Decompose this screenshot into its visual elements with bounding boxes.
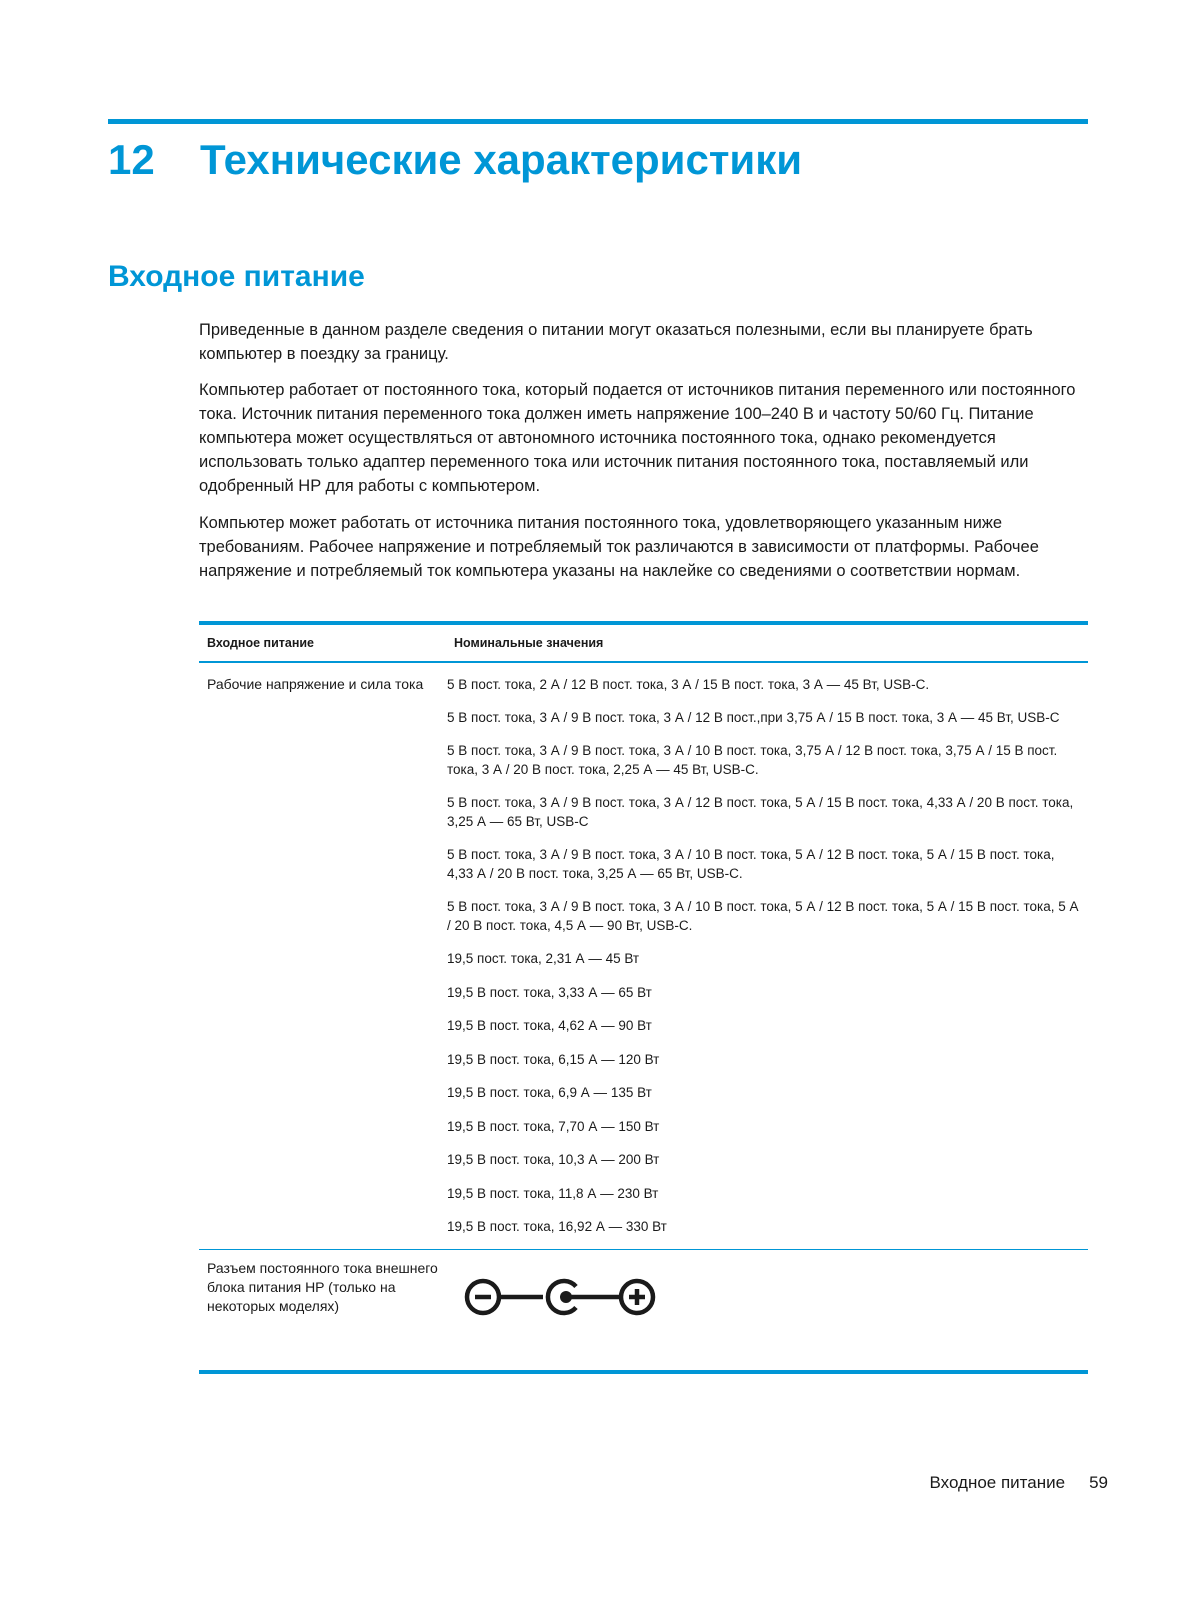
rating-value: 5 В пост. тока, 2 А / 12 В пост. тока, 3 А / 15 В пост. тока, 3 А — 45 Вт, USB-C. (447, 677, 930, 692)
table-header-row (199, 625, 1088, 661)
table-bottom-rule (199, 1370, 1088, 1374)
paragraph: Компьютер может работать от источника питания постоянного тока, удовлетворяющего указанным ниже требованиям. Рабочее напряжение и потребляемый ток различаются в зависимости от платформы. Рабочее напряжение и потребляемый ток компьютера указаны на наклейке со сведениями о соответствии нормам. (199, 514, 1039, 580)
table-header-input-power: Входное питание (207, 636, 315, 650)
rating-value: 19,5 В пост. тока, 6,9 А — 135 Вт (447, 1085, 652, 1100)
chapter-number: 12 (108, 136, 155, 183)
rating-values (447, 675, 1082, 1236)
rating-value: 19,5 В пост. тока, 10,3 А — 200 Вт (447, 1152, 660, 1167)
rating-value: 19,5 В пост. тока, 16,92 А — 330 Вт (447, 1219, 667, 1234)
chapter-title (108, 136, 802, 184)
table-row (199, 1250, 1088, 1370)
footer-section-name: Входное питание (929, 1473, 1066, 1492)
section-title: Входное питание (108, 260, 365, 293)
row-label-operating-voltage: Рабочие напряжение и сила тока (207, 676, 424, 692)
row-label-dc-connector: Разъем постоянного тока внешнего блока питания HP (только на некоторых моделях) (207, 1260, 438, 1314)
rating-value: 19,5 В пост. тока, 11,8 А — 230 Вт (447, 1185, 659, 1201)
rating-value: 5 В пост. тока, 3 А / 9 В пост. тока, 3 А / 10 В пост. тока, 5 А / 12 В пост. тока, 5 А / 15 В пост. тока, 4,33 А / 20 В пост. тока, 3,25 А — 65 Вт, USB-C. (447, 847, 1055, 881)
table-row (199, 663, 1088, 1249)
spec-table (199, 621, 1088, 1374)
rating-value: 19,5 В пост. тока, 6,15 А — 120 Вт (447, 1051, 660, 1067)
page-footer (930, 1473, 1109, 1493)
dc-polarity-icon (459, 1271, 659, 1323)
rating-value: 19,5 В пост. тока, 7,70 А — 150 Вт (447, 1118, 660, 1134)
rating-value: 5 В пост. тока, 3 А / 9 В пост. тока, 3 А / 10 В пост. тока, 5 А / 12 В пост. тока, 5 А / 15 В пост. тока, 5 А / 20 В пост. тока, 4,5 А — 90 Вт, USB-C. (447, 899, 1079, 933)
rating-value: 5 В пост. тока, 3 А / 9 В пост. тока, 3 А / 12 В пост. тока, 5 А / 15 В пост. тока, 4,33 А / 20 В пост. тока, 3,25 А — 65 Вт, USB-C (447, 795, 1074, 829)
chapter-top-rule (108, 119, 1088, 124)
rating-value: 19,5 В пост. тока, 4,62 А — 90 Вт (447, 1018, 652, 1033)
paragraph: Компьютер работает от постоянного тока, который подается от источников питания переменного или постоянного тока. Источник питания переменного тока должен иметь напряжение 100–240 В и частоту 50/60 Гц. Питание компьютера может осуществляться от автономного источника постоянного тока, однако рекомендуется использовать только адаптер переменного тока или источник питания постоянного тока, поставляемый или одобренный HP для работы с компьютером. (199, 381, 1076, 495)
rating-value: 5 В пост. тока, 3 А / 9 В пост. тока, 3 А / 12 В пост.,при 3,75 А / 15 В пост. тока, 3 А — 45 Вт, USB-C (447, 710, 1060, 725)
table-header-ratings: Номинальные значения (454, 636, 604, 650)
rating-value: 19,5 В пост. тока, 3,33 А — 65 Вт (447, 984, 652, 1000)
dc-connector-cell (447, 1259, 1082, 1370)
paragraph: Приведенные в данном разделе сведения о питании могут оказаться полезными, если вы планируете брать компьютер в поездку за границу. (199, 321, 1033, 363)
rating-value: 19,5 пост. тока, 2,31 А — 45 Вт (447, 951, 640, 966)
rating-value: 5 В пост. тока, 3 А / 9 В пост. тока, 3 А / 10 В пост. тока, 3,75 А / 12 В пост. тока, 3,75 А / 15 В пост. тока, 3 А / 20 В пост. тока, 2,25 А — 45 Вт, USB-C. (447, 743, 1058, 777)
chapter-title-text: Технические характеристики (200, 136, 803, 183)
page-number: 59 (1089, 1473, 1108, 1492)
